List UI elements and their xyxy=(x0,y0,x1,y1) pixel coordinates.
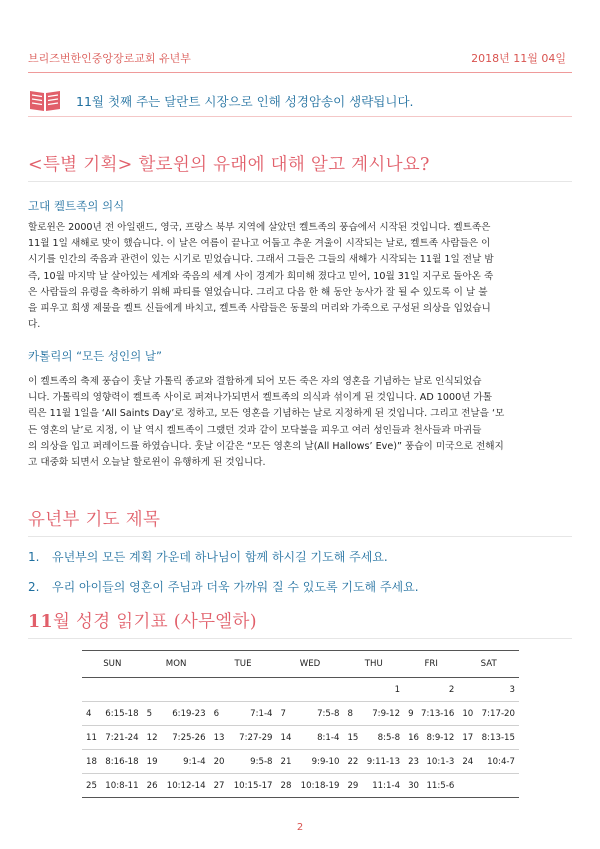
calendar-day-cell xyxy=(343,774,404,798)
reading-passage: 7:13-16 xyxy=(421,708,455,719)
section2-heading: 카톨릭의 “모든 성인의 날” xyxy=(28,349,162,363)
day-number: 9 xyxy=(408,708,414,719)
day-number: 26 xyxy=(146,780,158,791)
calendar-day-cell xyxy=(343,750,404,774)
calendar-week-row xyxy=(82,774,519,798)
calendar-week-row xyxy=(82,702,519,726)
calendar-day-cell xyxy=(458,750,519,774)
paragraph-line: 즉, 10월 마지막 날 살아있는 세계와 죽음의 세계 사이 경계가 희미해 졌다고 믿어, 10월 31일 지구로 돌아온 죽 xyxy=(28,270,494,282)
calendar-day-cell xyxy=(458,726,519,750)
day-number: 20 xyxy=(213,756,225,767)
calendar-day-cell xyxy=(143,726,210,750)
day-number: 30 xyxy=(408,780,420,791)
day-number: 16 xyxy=(408,732,420,743)
calendar-day-cell xyxy=(210,726,277,750)
prayer-item xyxy=(28,578,419,595)
reading-passage: 6:15-18 xyxy=(105,708,139,719)
calendar-week-row xyxy=(82,726,519,750)
prayer-item xyxy=(28,548,388,565)
reading-passage: 7:9-12 xyxy=(372,708,401,719)
reading-passage: 8:13-15 xyxy=(481,732,515,743)
header-divider xyxy=(28,72,572,73)
section2-paragraph xyxy=(28,374,572,471)
calendar-day-cell xyxy=(343,678,404,702)
notice-text: 11월 첫째 주는 달란트 시장으로 인해 성경암송이 생략됩니다. xyxy=(76,94,414,109)
page-number: 2 xyxy=(296,822,304,833)
day-header: SAT xyxy=(458,651,519,678)
calendar-day-cell xyxy=(277,678,344,702)
day-header: MON xyxy=(143,651,210,678)
reading-plan-title-rest: 월 성경 읽기표 (사무엘하) xyxy=(52,612,257,632)
reading-passage: 10:15-17 xyxy=(233,780,273,791)
reading-plan-title xyxy=(28,608,257,633)
day-number: 17 xyxy=(462,732,474,743)
day-number: 12 xyxy=(146,732,158,743)
section1-paragraph xyxy=(28,220,572,333)
calendar-day-cell xyxy=(82,678,143,702)
church-name: 브리즈번한인중앙장로교회 유년부 xyxy=(28,52,191,65)
calendar-day-cell xyxy=(277,774,344,798)
reading-passage: 9:1-4 xyxy=(183,756,206,767)
day-number: 13 xyxy=(213,732,225,743)
reading-passage: 11:1-4 xyxy=(372,780,401,791)
calendar-week-row xyxy=(82,750,519,774)
prayer-divider xyxy=(28,536,572,537)
paragraph-line: 할로윈은 2000년 전 아일랜드, 영국, 프랑스 북부 지역에 살았던 켈트족의 풍습에서 시작된 것입니다. 켈트족은 xyxy=(28,222,491,233)
day-number: 24 xyxy=(462,756,474,767)
paragraph-line: 다. xyxy=(28,319,41,331)
day-number: 10 xyxy=(462,708,474,719)
reading-passage: 6:19-23 xyxy=(172,708,206,719)
section1-heading: 고대 켈트족의 의식 xyxy=(28,199,125,213)
calendar-day-cell xyxy=(210,774,277,798)
calendar-day-cell xyxy=(82,750,143,774)
reading-passage: 7:5-8 xyxy=(317,708,340,719)
calendar-header-row xyxy=(82,651,519,678)
paragraph-line: 든 영혼의 날’로 지정, 이 날 역시 켈트족이 그랬던 것과 같이 모닥불을 피우고 여러 성인들과 천사들과 마귀들 xyxy=(28,424,482,436)
day-number: 2 xyxy=(448,684,455,695)
day-number: 19 xyxy=(146,756,158,767)
day-number: 6 xyxy=(213,708,220,719)
calendar-day-cell xyxy=(404,678,458,702)
calendar-day-cell xyxy=(210,678,277,702)
day-number: 14 xyxy=(280,732,292,743)
calendar-day-cell xyxy=(458,774,519,798)
day-number: 23 xyxy=(408,756,420,767)
calendar-day-cell xyxy=(277,702,344,726)
day-number: 3 xyxy=(509,684,515,695)
reading-passage: 8:5-8 xyxy=(377,732,401,743)
book-icon xyxy=(28,87,62,113)
reading-passage: 10:4-7 xyxy=(487,756,515,767)
reading-plan-month: 11 xyxy=(28,612,53,632)
calendar-day-cell xyxy=(277,726,344,750)
day-number: 18 xyxy=(86,756,97,767)
paragraph-line: 11월 1일 새해로 맞이 했습니다. 이 날은 여름이 끝나고 어둡고 추운 겨울이 시작되는 날로, 켈트족 사람들은 이 xyxy=(28,238,491,250)
day-number: 5 xyxy=(146,708,153,719)
calendar-day-cell xyxy=(343,702,404,726)
day-header: SUN xyxy=(82,651,143,678)
prayer-title: 유년부 기도 제목 xyxy=(28,510,161,530)
prayer-number: 1. xyxy=(28,550,40,564)
reading-passage: 9:11-13 xyxy=(366,756,401,767)
day-header: WED xyxy=(277,651,344,678)
day-number: 4 xyxy=(86,708,92,719)
reading-passage: 7:21-24 xyxy=(105,732,139,743)
calendar-day-cell xyxy=(404,702,458,726)
day-header: THU xyxy=(343,651,404,678)
reading-passage: 10:18-19 xyxy=(300,780,340,791)
paragraph-line: 릭은 11월 1일을 ‘All Saints Day’로 정하고, 모든 영혼을 기념하는 날로 지정하게 된 것입니다. 그리고 전날을 ‘모 xyxy=(28,408,505,420)
reading-passage: 7:25-26 xyxy=(172,732,206,743)
reading-passage: 8:9-12 xyxy=(426,732,455,743)
day-number: 11 xyxy=(86,732,97,743)
calendar-day-cell xyxy=(82,774,143,798)
calendar-day-cell xyxy=(82,726,143,750)
reading-passage: 10:8-11 xyxy=(105,780,139,791)
day-number: 7 xyxy=(280,708,286,719)
calendar-day-cell xyxy=(143,774,210,798)
paragraph-line: 시기를 인간의 죽음과 관련이 있는 시기로 믿었습니다. 그래서 그들은 그들의 새해가 시작되는 11월 1일 전날 밤 xyxy=(28,254,494,266)
calendar-day-cell xyxy=(277,750,344,774)
notice-divider xyxy=(28,116,572,117)
day-number: 21 xyxy=(280,756,292,767)
feature-divider xyxy=(28,181,572,182)
reading-passage: 8:1-4 xyxy=(317,732,340,743)
calendar-day-cell xyxy=(210,750,277,774)
calendar-day-cell xyxy=(458,678,519,702)
reading-passage: 7:17-20 xyxy=(481,708,515,719)
prayer-text: 우리 아이들의 영혼이 주님과 더욱 가까워 질 수 있도록 기도해 주세요. xyxy=(52,580,419,594)
paragraph-line: 의 의상을 입고 퍼레이드를 하였습니다. 훗날 이같은 “모든 영혼의 날(All Hallows’ Eve)” 풍습이 미국으로 전해지 xyxy=(28,440,504,452)
reading-passage: 7:1-4 xyxy=(250,708,273,719)
prayer-number: 2. xyxy=(28,580,40,594)
day-header: TUE xyxy=(210,651,277,678)
calendar-day-cell xyxy=(458,702,519,726)
day-number: 15 xyxy=(347,732,359,743)
day-number: 8 xyxy=(347,708,353,719)
reading-passage: 8:16-18 xyxy=(105,756,139,767)
day-number: 22 xyxy=(347,756,359,767)
reading-passage: 7:27-29 xyxy=(239,732,273,743)
calendar-day-cell xyxy=(404,726,458,750)
calendar-body xyxy=(82,678,519,798)
prayer-text: 유년부의 모든 계획 가운데 하나님이 함께 하시길 기도해 주세요. xyxy=(52,550,388,564)
day-number: 25 xyxy=(86,780,97,791)
calendar-day-cell xyxy=(210,702,277,726)
calendar-day-cell xyxy=(143,750,210,774)
calendar-day-cell xyxy=(143,702,210,726)
feature-title: <특별 기획> 할로윈의 유래에 대해 알고 계시나요? xyxy=(28,155,430,175)
reading-passage: 10:1-3 xyxy=(426,756,455,767)
calendar-day-cell xyxy=(404,774,458,798)
reading-plan-divider xyxy=(28,638,572,639)
paragraph-line: 고 대중화 되면서 오늘날 할로윈이 유행하게 된 것입니다. xyxy=(28,457,266,469)
paragraph-line: 이 켈트족의 축제 풍습이 훗날 가톨릭 종교와 결합하게 되어 모든 죽은 자의 영혼을 기념하는 날로 인식되었습 xyxy=(28,376,482,387)
reading-passage: 11:5-6 xyxy=(426,780,455,791)
calendar-day-cell xyxy=(82,702,143,726)
paragraph-line: 니다. 가톨릭의 영향력이 켈트족 사이로 퍼져나가되면서 켈트족의 의식과 섞이게 된 것입니다. AD 1000년 가톨 xyxy=(28,392,493,404)
paragraph-line: 은 사람들의 유령을 축하하기 위해 파티를 열었습니다. 그리고 다음 한 해 동안 농사가 잘 될 수 있도록 이 날 불 xyxy=(28,286,488,298)
reading-passage: 9:5-8 xyxy=(250,756,273,767)
calendar-day-cell xyxy=(343,726,404,750)
calendar-day-cell xyxy=(404,750,458,774)
day-number: 1 xyxy=(394,684,401,695)
day-number: 28 xyxy=(280,780,292,791)
reading-passage: 9:9-10 xyxy=(311,756,340,767)
day-number: 29 xyxy=(347,780,359,791)
reading-calendar xyxy=(82,650,519,798)
day-header: FRI xyxy=(404,651,458,678)
bulletin-date: 2018년 11월 04일 xyxy=(471,52,566,65)
calendar-day-cell xyxy=(143,678,210,702)
paragraph-line: 을 피우고 희생 제물을 켈트 신들에게 바치고, 켈트족 사람들은 동물의 머리와 가죽으로 구성된 의상을 입었습니 xyxy=(28,303,491,315)
day-number: 27 xyxy=(213,780,225,791)
reading-passage: 10:12-14 xyxy=(166,780,206,791)
calendar-week-row xyxy=(82,678,519,702)
